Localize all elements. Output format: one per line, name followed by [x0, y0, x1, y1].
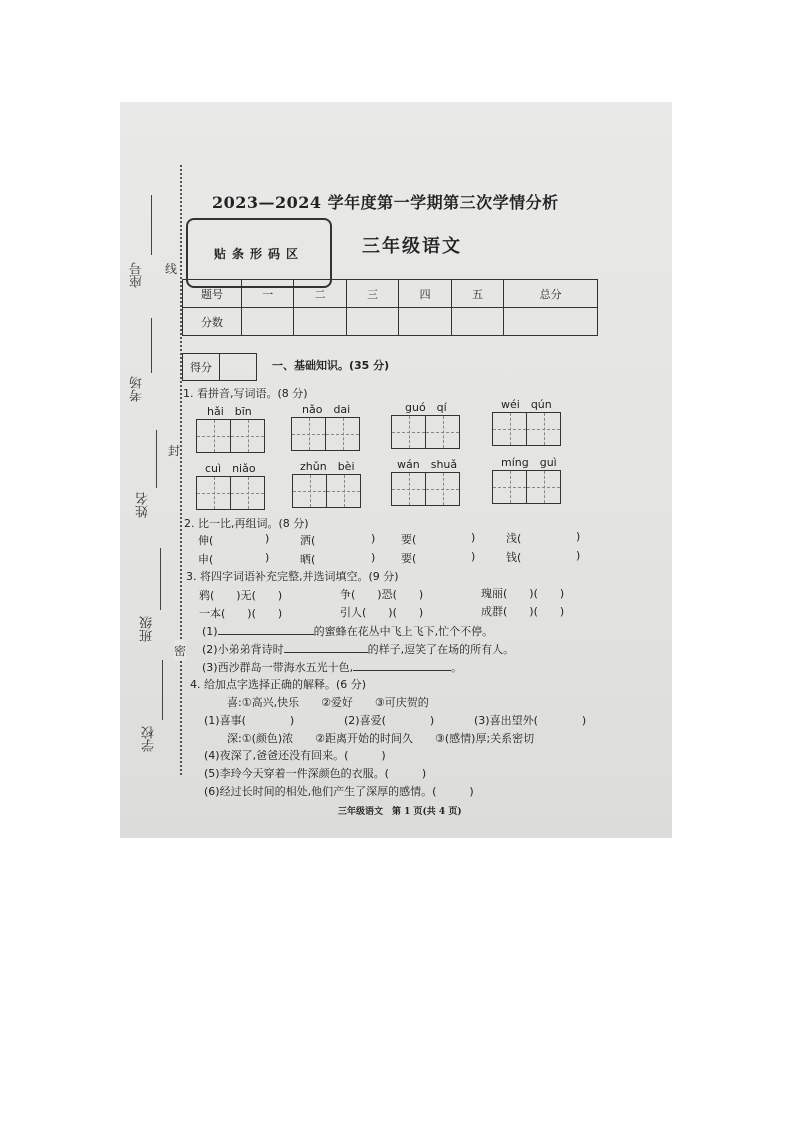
q4-xi-item: (3)喜出望外( ) — [474, 714, 587, 727]
q3-sentence-3 — [202, 659, 462, 675]
q4-sentence-5: (5)李玲今天穿着一件深颜色的衣服。( ) — [204, 767, 427, 780]
score-input-cell[interactable] — [504, 308, 598, 336]
school-label: 学校 — [142, 726, 157, 752]
writing-grid[interactable] — [196, 476, 265, 510]
writing-grid[interactable] — [196, 419, 265, 453]
score-table-score-row — [183, 308, 598, 336]
pinyin-label: cuì niǎo — [205, 462, 256, 475]
pinyin-label: nǎo dai — [302, 403, 351, 416]
pinyin-label: wéi qún — [501, 398, 552, 411]
q2-item-close: ) — [265, 551, 270, 564]
pinyin-label: guó qí — [405, 401, 447, 414]
q2-item: 要( — [401, 552, 417, 565]
q3-s1-suffix: 的蜜蜂在花丛中飞上飞下,忙个不停。 — [313, 625, 494, 638]
score-table-cell: 二 — [294, 280, 346, 308]
q2-item: 晒( — [300, 553, 316, 566]
q3-s2-prefix: (2)小弟弟背诗时 — [202, 643, 284, 656]
seal-xian: 线 — [165, 258, 177, 279]
q3-idiom: 引人( )( ) — [340, 606, 424, 619]
pinyin-label: hǎi bīn — [207, 405, 252, 418]
page-footer: 三年级语文 第 1 页(共 4 页) — [338, 807, 462, 817]
q2-item-close: ) — [576, 530, 581, 543]
q2-item-close: ) — [371, 551, 376, 564]
q4-xi-definitions: 喜:①高兴,快乐 ②爱好 ③可庆贺的 — [227, 696, 429, 709]
pinyin-label: zhǔn bèi — [300, 460, 355, 473]
q2-item-close: ) — [265, 532, 270, 545]
q3-title: 3. 将四字词语补充完整,并选词填空。(9 分) — [186, 570, 399, 583]
name-label: 姓名 — [136, 492, 151, 518]
exam-room-label: 考场 — [130, 376, 145, 402]
q4-shen-definitions: 深:①(颜色)浓 ②距离开始的时间久 ③(感情)厚;关系密切 — [227, 732, 535, 745]
q4-xi-item: (1)喜事( ) — [204, 714, 295, 727]
q2-item: 要( — [401, 533, 417, 546]
score-table-cell: 一 — [242, 280, 294, 308]
q4-title: 4. 给加点字选择正确的解释。(6 分) — [190, 678, 367, 691]
seal-feng: 封 — [168, 440, 180, 461]
seat-line — [151, 195, 152, 255]
writing-grid[interactable] — [391, 415, 460, 449]
defen-label: 得分 — [183, 354, 220, 380]
q3-idiom: 鸦( )无( ) — [199, 589, 283, 602]
score-table — [182, 279, 598, 336]
q3-idiom: 瑰丽( )( ) — [481, 587, 565, 600]
q3-s3-suffix: 。 — [451, 661, 463, 674]
q2-item: 申( — [198, 553, 214, 566]
score-table-cell: 分数 — [183, 308, 242, 336]
school-line — [162, 660, 163, 720]
barcode-area — [186, 218, 332, 288]
class-label: 班级 — [140, 616, 155, 642]
q3-s2-suffix: 的样子,逗笑了在场的所有人。 — [367, 643, 515, 656]
q2-item: 洒( — [300, 534, 316, 547]
q2-title: 2. 比一比,再组词。(8 分) — [184, 517, 309, 530]
score-table-cell: 总分 — [504, 280, 598, 308]
defen-input[interactable] — [220, 354, 256, 380]
section-1-heading: 一、基础知识。(35 分) — [272, 359, 390, 372]
score-table-cell: 五 — [451, 280, 503, 308]
q4-xi-item: (2)喜爱( ) — [344, 714, 435, 727]
pinyin-label: wán shuǎ — [397, 458, 458, 471]
q3-s1-prefix: (1) — [202, 625, 218, 638]
score-table-cell: 题号 — [183, 280, 242, 308]
exam-title: 2023—2024 学年度第一学期第三次学情分析 — [212, 193, 559, 212]
q2-item: 浅( — [506, 532, 522, 545]
writing-grid[interactable] — [492, 412, 561, 446]
score-table-cell: 四 — [399, 280, 451, 308]
seat-label: 座号 — [130, 262, 145, 288]
score-table-header-row — [183, 280, 598, 308]
q2-item-close: ) — [371, 532, 376, 545]
writing-grid[interactable] — [292, 474, 361, 508]
q3-s3-blank[interactable] — [353, 660, 451, 671]
name-line — [156, 430, 157, 488]
score-input-cell[interactable] — [399, 308, 451, 336]
seal-mi: 密 — [174, 640, 186, 661]
barcode-label: 贴条形码区 — [213, 246, 304, 261]
score-input-cell[interactable] — [242, 308, 294, 336]
pinyin-label: míng guì — [501, 456, 557, 469]
q3-sentence-1 — [202, 623, 493, 639]
q3-s2-blank[interactable] — [284, 642, 368, 653]
q2-item-close: ) — [471, 550, 476, 563]
q3-s1-blank[interactable] — [218, 624, 314, 635]
q4-sentence-6: (6)经过长时间的相处,他们产生了深厚的感情。( ) — [204, 785, 474, 798]
q2-item-close: ) — [471, 531, 476, 544]
q3-sentence-2 — [202, 641, 514, 657]
seal-line — [180, 165, 182, 775]
defen-box — [182, 353, 257, 381]
writing-grid[interactable] — [291, 417, 360, 451]
q3-idiom: 成群( )( ) — [481, 605, 565, 618]
subject-title: 三年级语文 — [362, 236, 462, 257]
q3-idiom: 一本( )( ) — [199, 607, 283, 620]
exam-room-line — [151, 318, 152, 373]
q1-title: 1. 看拼音,写词语。(8 分) — [183, 387, 308, 400]
q2-item: 钱( — [506, 551, 522, 564]
score-input-cell[interactable] — [451, 308, 503, 336]
class-line — [160, 548, 161, 610]
q2-item-close: ) — [576, 549, 581, 562]
q3-idiom: 争( )恐( ) — [340, 588, 424, 601]
q2-item: 伸( — [198, 534, 214, 547]
q4-sentence-4: (4)夜深了,爸爸还没有回来。( ) — [204, 749, 386, 762]
score-table-cell: 三 — [346, 280, 398, 308]
writing-grid[interactable] — [391, 472, 460, 506]
q3-s3-prefix: (3)西沙群岛一带海水五光十色, — [202, 661, 354, 674]
score-input-cell[interactable] — [346, 308, 398, 336]
score-input-cell[interactable] — [294, 308, 346, 336]
writing-grid[interactable] — [492, 470, 561, 504]
